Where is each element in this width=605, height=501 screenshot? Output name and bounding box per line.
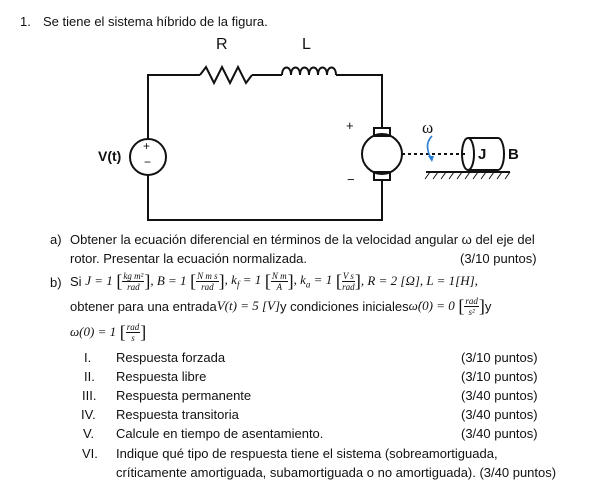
source-minus: −: [144, 155, 152, 169]
part-a-label: a): [50, 232, 62, 247]
omega-label: ω: [422, 118, 434, 137]
subitem-points: (3/40 puntos): [461, 388, 538, 403]
problem-statement: Se tiene el sistema híbrido de la figura.: [43, 14, 268, 29]
param-J: J = 1: [85, 273, 113, 288]
source-plus: +: [143, 139, 151, 153]
initial-velocity: ω(0) = 1: [70, 324, 117, 339]
wire-right: [336, 75, 382, 128]
part-a-points: (3/10 puntos): [460, 251, 537, 266]
subitem-text: Respuesta transitoria: [116, 407, 239, 422]
J-units: $\frac{\text{kg m²}}{\text{rad}}$: [123, 270, 144, 292]
subitem-num: I.: [84, 350, 92, 365]
subitem-points: (3/10 puntos): [461, 369, 538, 384]
inductor-symbol: [282, 68, 336, 76]
ground-hatching: [425, 172, 510, 179]
kf-units: $\frac{\text{N m}}{A}$: [271, 270, 287, 292]
subitem-num: III.: [82, 388, 97, 403]
part-a-line1: Obtener la ecuación diferencial en términos de la velocidad angular ω del eje del: [70, 232, 535, 247]
subitem-continuation: críticamente amortiguada, subamortiguada o no amortiguada). (3/40 puntos): [116, 465, 557, 480]
resistor-label: R: [216, 36, 228, 53]
subitem-num: IV.: [81, 407, 96, 422]
bracket-close: ]: [144, 271, 151, 291]
wire-left: [148, 75, 200, 139]
subitem-text: Respuesta libre: [116, 369, 207, 384]
velocity-units: $\frac{\text{rad}}{s}$: [126, 321, 140, 343]
initial-accel: ω̇(0) = 0: [408, 298, 455, 313]
subitem-points: (3/40 puntos): [461, 407, 538, 422]
resistor-symbol: [200, 67, 252, 83]
param-B: , B = 1: [150, 273, 187, 288]
subitem-text: Indique qué tipo de respuesta tiene el sistema (sobreamortiguada,: [116, 446, 498, 461]
omega-arrowhead: [428, 156, 434, 162]
motor-minus-label: −: [347, 172, 355, 187]
ka-units: $\frac{\text{V s}}{\text{rad}}$: [342, 270, 355, 292]
motor-plus-label: +: [346, 118, 354, 133]
subitem-num: V.: [83, 426, 95, 441]
part-b-label: b): [50, 275, 62, 290]
damping-label: B: [508, 146, 519, 163]
subitem-num: II.: [84, 369, 95, 384]
source-label: V(t): [98, 148, 122, 164]
subitem-points: (3/40 puntos): [461, 426, 538, 441]
part-b-si: Si: [70, 273, 82, 289]
accel-units: $\frac{\text{rad}}{\text{s²}}$: [465, 295, 478, 317]
part-b-params: Si J = 1 [ $\frac{\text{kg m²}}{\text{rad}}$ ] , B = 1 [ $\frac{\text{N m s}}{\text{rad}}$ ] , $k_f = 1$ [ $\frac{\text{N m}}{A}$ ] , $k_a = 1$ [ $\frac{\text{V s}}{\text{rad}}$ ] , R = 2 [Ω], L = 1[H],: [70, 270, 478, 292]
hybrid-system-diagram: [0, 30, 605, 260]
B-units: $\frac{\text{N m s}}{\text{rad}}$: [197, 270, 218, 292]
param-kf: , $k_f = 1$: [224, 272, 262, 290]
subitem-text: Calcule en tiempo de asentamiento.: [116, 426, 324, 441]
input-voltage: V(t) = 5 [V]: [216, 298, 281, 313]
part-b-line3: ω(0) = 1 [ $\frac{\text{rad}}{s}$ ]: [70, 321, 147, 343]
subitem-text: Respuesta forzada: [116, 350, 226, 365]
inductor-label: L: [302, 36, 311, 53]
problem-number: 1.: [20, 14, 31, 29]
part-a-line2: rotor. Presentar la ecuación normalizada.: [70, 251, 308, 266]
part-b-line2: obtener para una entrada V(t) = 5 [V] y condiciones iniciales ω̇(0) = 0 [ $\frac{\text{rad}}{\text{s²}}$ ] y: [70, 295, 492, 317]
subitem-num: VI.: [82, 446, 98, 461]
motor-circle: [362, 134, 402, 174]
subitem-points: (3/10 puntos): [461, 350, 538, 365]
param-R-L: , R = 2 [Ω], L = 1[H],: [360, 273, 478, 288]
inertia-label: J: [478, 146, 487, 163]
bracket-open: [: [116, 271, 123, 291]
subitem-text: Respuesta permanente: [116, 388, 252, 403]
param-ka: , $k_a = 1$: [293, 272, 333, 290]
